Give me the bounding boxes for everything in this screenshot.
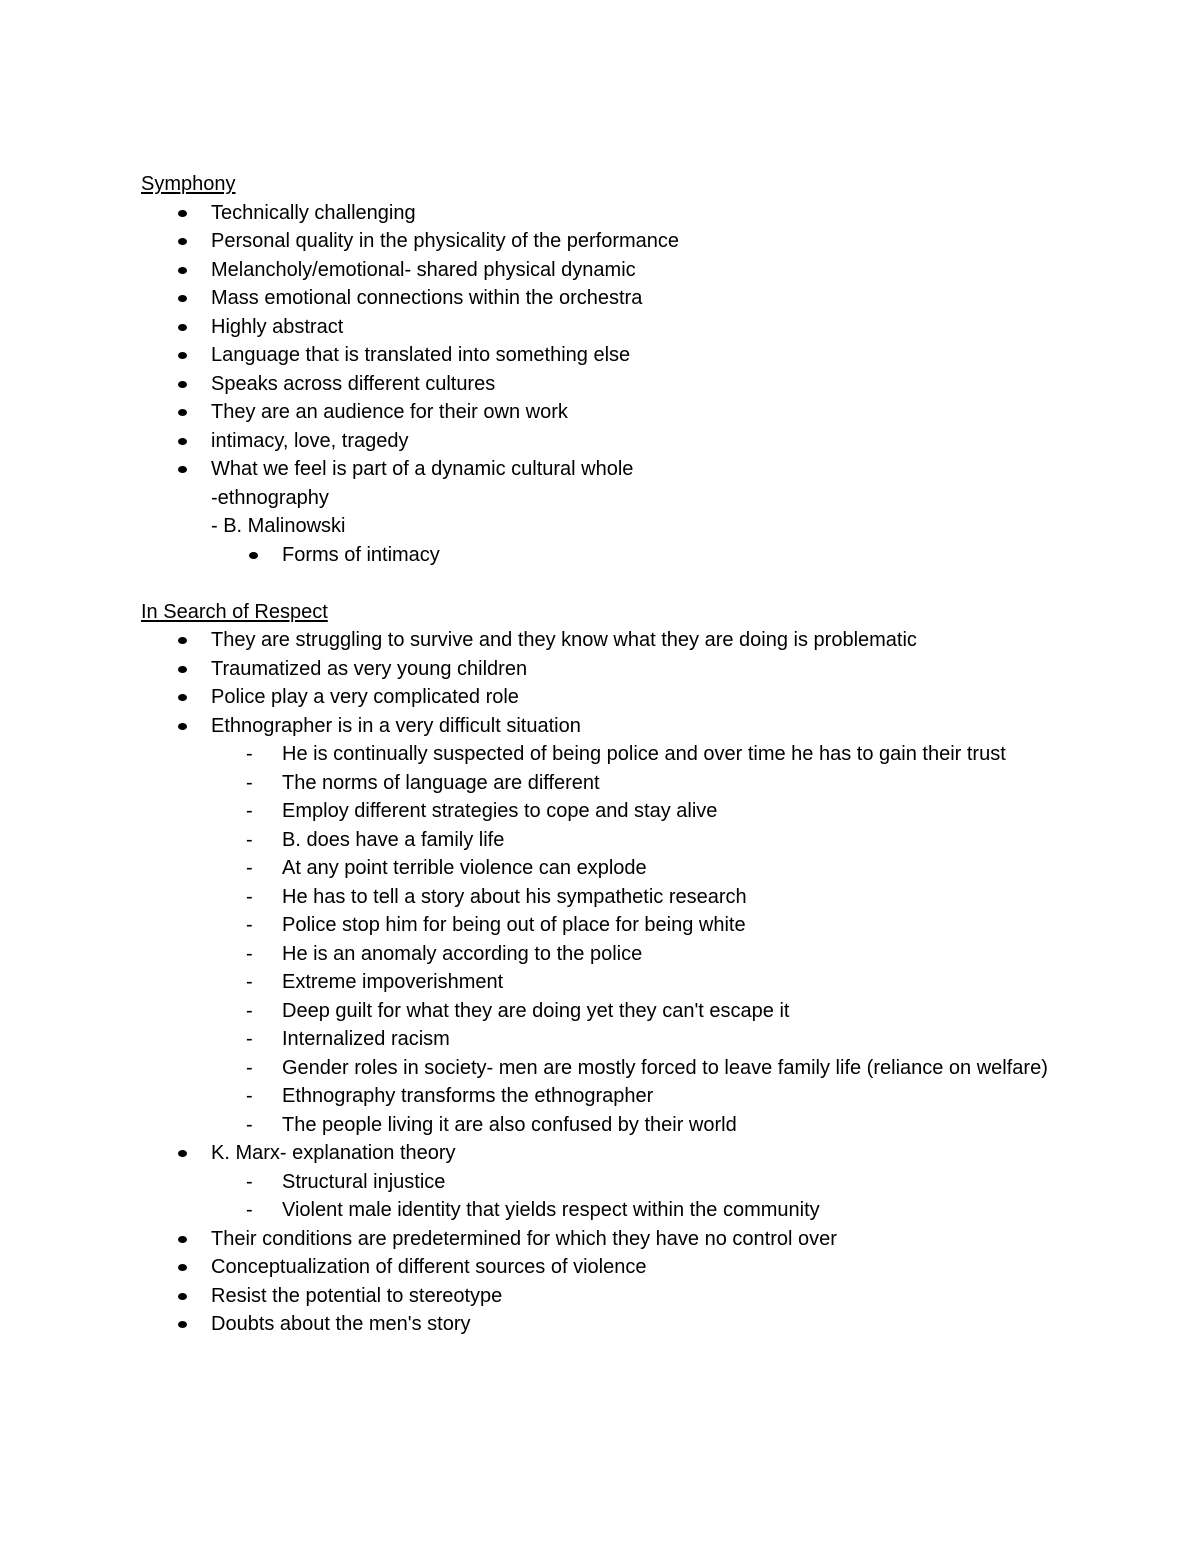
dash-icon: - bbox=[246, 1170, 253, 1193]
dash-icon: - bbox=[246, 1028, 253, 1050]
dash-icon: - bbox=[246, 1113, 253, 1136]
list-item: Melancholy/emotional- shared physical dynamic bbox=[141, 256, 1061, 285]
document-page bbox=[141, 170, 1061, 1339]
dash-icon: - bbox=[246, 971, 253, 993]
respect-list bbox=[141, 626, 1061, 1339]
list-item: - Structural injustice bbox=[211, 1168, 1061, 1197]
list-item: - Internalized racism bbox=[211, 1025, 1061, 1054]
bullet-icon bbox=[178, 1321, 187, 1328]
list-item: Technically challenging bbox=[141, 199, 1061, 228]
bullet-icon bbox=[178, 694, 187, 701]
symphony-sublist bbox=[211, 541, 1061, 570]
continuation-line: - B. Malinowski bbox=[211, 515, 346, 537]
list-item: Police play a very complicated role bbox=[141, 683, 1061, 712]
bullet-icon bbox=[178, 438, 187, 445]
bullet-icon bbox=[178, 1150, 187, 1157]
list-item: - Police stop him for being out of place for being white bbox=[211, 911, 1061, 940]
marx-sublist bbox=[211, 1168, 1061, 1225]
list-item: K. Marx- explanation theory - Structural injustice - Violent male identity that yields respect within the community bbox=[141, 1139, 1061, 1225]
list-item: Highly abstract bbox=[141, 313, 1061, 342]
dash-icon: - bbox=[246, 828, 253, 851]
bullet-icon bbox=[178, 1293, 187, 1300]
list-item: Speaks across different cultures bbox=[141, 370, 1061, 399]
list-item: Conceptualization of different sources of violence bbox=[141, 1253, 1061, 1282]
dash-icon: - bbox=[246, 1056, 253, 1079]
bullet-icon bbox=[178, 295, 187, 302]
bullet-icon bbox=[178, 381, 187, 388]
list-item: - Ethnography transforms the ethnographer bbox=[211, 1082, 1061, 1111]
list-item: Language that is translated into something else bbox=[141, 341, 1061, 370]
list-item: Resist the potential to stereotype bbox=[141, 1282, 1061, 1311]
list-item: Mass emotional connections within the orchestra bbox=[141, 284, 1061, 313]
section-heading-in-search-of-respect: In Search of Respect bbox=[141, 600, 328, 623]
list-item: - B. does have a family life bbox=[211, 826, 1061, 855]
bullet-icon bbox=[178, 238, 187, 245]
dash-icon: - bbox=[246, 942, 253, 965]
list-item: - Extreme impoverishment bbox=[211, 968, 1061, 997]
dash-icon: - bbox=[246, 1199, 253, 1221]
list-item: - Violent male identity that yields respect within the community bbox=[211, 1196, 1061, 1225]
bullet-icon bbox=[178, 723, 187, 730]
dash-icon: - bbox=[246, 885, 253, 908]
bullet-icon bbox=[178, 324, 187, 331]
list-item: - He has to tell a story about his sympathetic research bbox=[211, 883, 1061, 912]
dash-icon: - bbox=[246, 1085, 253, 1107]
bullet-icon bbox=[178, 666, 187, 673]
list-item: - The people living it are also confused by their world bbox=[211, 1111, 1061, 1140]
continuation-line: -ethnography bbox=[211, 486, 329, 509]
ethnographer-sublist bbox=[211, 740, 1061, 1139]
list-item: - He is an anomaly according to the police bbox=[211, 940, 1061, 969]
list-item: They are an audience for their own work bbox=[141, 398, 1061, 427]
list-item: Ethnographer is in a very difficult situation - He is continually suspected of being police and over time he has to gain their trust - The norms of language are different - Employ different strategies to cope and stay alive - B. does have a family life - At any point terrible violence can explode - He has to tell a story about his sympathetic research - Police stop him for being out of place for being white - He is an anomaly according to the police - Extreme impoverishment - Deep guilt for what they are doing yet they can't escape it - Internalized racism - Gender roles in society- men are mostly forced to leave family life (reliance on welfare) - Ethnography transforms the ethnographer - The people living it are also confused by their world bbox=[141, 712, 1061, 1140]
list-item: Doubts about the men's story bbox=[141, 1310, 1061, 1339]
dash-icon: - bbox=[246, 800, 253, 822]
dash-icon: - bbox=[246, 743, 253, 765]
bullet-icon bbox=[178, 1236, 187, 1243]
bullet-icon bbox=[178, 409, 187, 416]
list-item: Forms of intimacy bbox=[211, 541, 1061, 570]
list-item: They are struggling to survive and they know what they are doing is problematic bbox=[141, 626, 1061, 655]
list-item: - Employ different strategies to cope and stay alive bbox=[211, 797, 1061, 826]
dash-icon: - bbox=[246, 999, 253, 1022]
list-item: Traumatized as very young children bbox=[141, 655, 1061, 684]
dash-icon: - bbox=[246, 914, 253, 936]
list-item: intimacy, love, tragedy bbox=[141, 427, 1061, 456]
symphony-list bbox=[141, 199, 1061, 570]
list-item: Their conditions are predetermined for which they have no control over bbox=[141, 1225, 1061, 1254]
bullet-icon bbox=[178, 637, 187, 644]
list-item: - Deep guilt for what they are doing yet they can't escape it bbox=[211, 997, 1061, 1026]
list-item: What we feel is part of a dynamic cultural whole -ethnography - B. Malinowski Forms of intimacy bbox=[141, 455, 1061, 569]
section-heading-symphony: Symphony bbox=[141, 173, 236, 195]
dash-icon: - bbox=[246, 857, 253, 879]
bullet-icon bbox=[178, 352, 187, 359]
list-item: - He is continually suspected of being police and over time he has to gain their trust bbox=[211, 740, 1061, 769]
blank-line bbox=[141, 569, 1061, 598]
dash-icon: - bbox=[246, 771, 253, 794]
list-item: - Gender roles in society- men are mostly forced to leave family life (reliance on welfare) bbox=[211, 1054, 1061, 1083]
bullet-icon bbox=[178, 210, 187, 217]
list-item: - The norms of language are different bbox=[211, 769, 1061, 798]
bullet-icon bbox=[178, 1264, 187, 1271]
list-item: - At any point terrible violence can explode bbox=[211, 854, 1061, 883]
bullet-icon bbox=[249, 552, 258, 559]
bullet-icon bbox=[178, 267, 187, 274]
list-item: Personal quality in the physicality of the performance bbox=[141, 227, 1061, 256]
bullet-icon bbox=[178, 466, 187, 473]
